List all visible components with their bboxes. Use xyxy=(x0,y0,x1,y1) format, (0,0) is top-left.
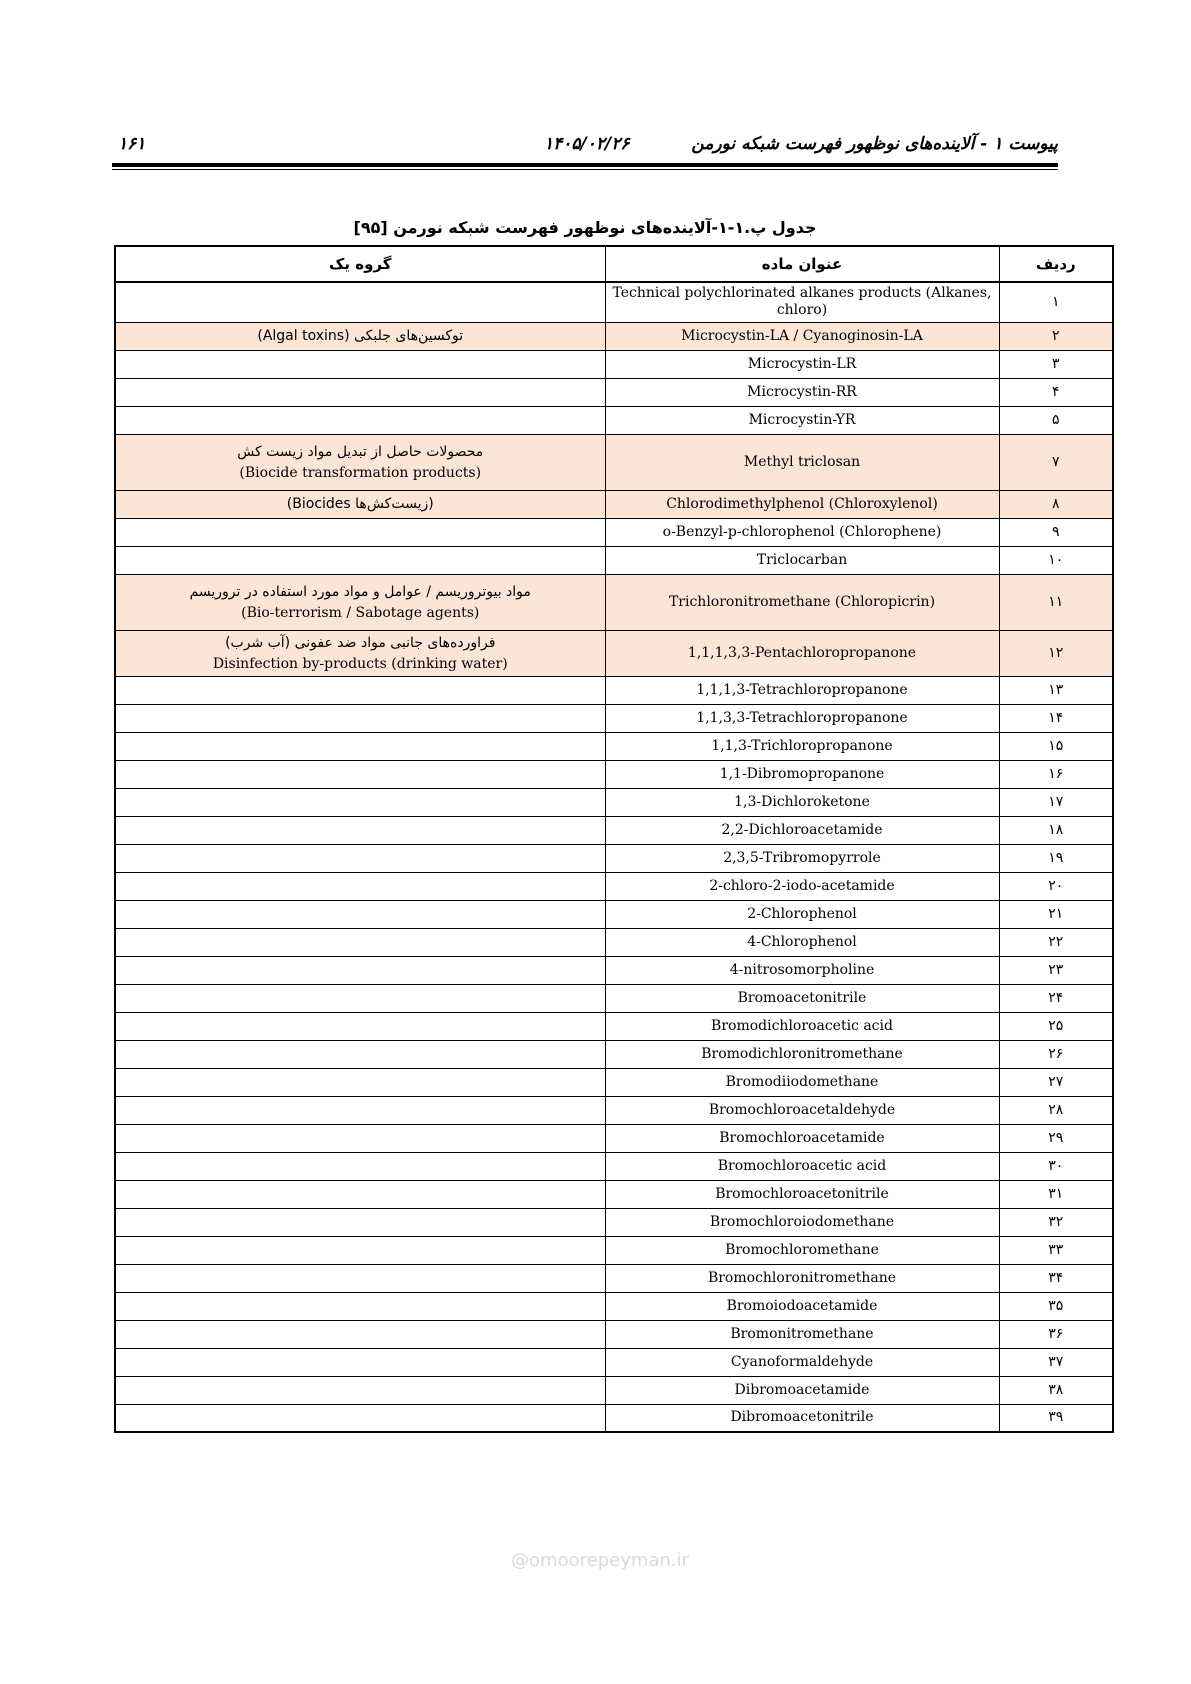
cell-group xyxy=(115,732,605,760)
table-row xyxy=(115,760,1113,788)
cell-row-number: ۳۷ xyxy=(999,1348,1113,1376)
cell-substance-name: 2,2-Dichloroacetamide xyxy=(605,816,999,844)
cell-group xyxy=(115,1292,605,1320)
cell-row-number: ۲۱ xyxy=(999,900,1113,928)
cell-substance-name: Dibromoacetonitrile xyxy=(605,1404,999,1432)
cell-group xyxy=(115,574,605,630)
table-row xyxy=(115,1292,1113,1320)
cell-substance-name: 1,1,3-Trichloropropanone xyxy=(605,732,999,760)
table-row xyxy=(115,1348,1113,1376)
cell-group xyxy=(115,928,605,956)
cell-group xyxy=(115,322,605,350)
cell-substance-name: Bromochloroacetic acid xyxy=(605,1152,999,1180)
cell-row-number: ۳۲ xyxy=(999,1208,1113,1236)
cell-row-number: ۱۹ xyxy=(999,844,1113,872)
table-row xyxy=(115,1040,1113,1068)
group-label-en: (Biocide transformation products) xyxy=(239,465,482,481)
cell-group xyxy=(115,630,605,676)
cell-substance-name: Microcystin-LA / Cyanoginosin-LA xyxy=(605,322,999,350)
table-row xyxy=(115,546,1113,574)
table-row xyxy=(115,1404,1113,1432)
cell-group xyxy=(115,434,605,490)
cell-group xyxy=(115,1180,605,1208)
cell-group xyxy=(115,900,605,928)
cell-substance-name: 2-Chlorophenol xyxy=(605,900,999,928)
cell-row-number: ۱۷ xyxy=(999,788,1113,816)
cell-row-number: ۳ xyxy=(999,350,1113,378)
cell-group xyxy=(115,1124,605,1152)
cell-group xyxy=(115,1320,605,1348)
group-label-en: (Bio-terrorism / Sabotage agents) xyxy=(241,605,480,621)
cell-row-number: ۵ xyxy=(999,406,1113,434)
cell-group xyxy=(115,406,605,434)
cell-group xyxy=(115,872,605,900)
cell-row-number: ۳۴ xyxy=(999,1264,1113,1292)
table-row xyxy=(115,788,1113,816)
header-group: گروه یک xyxy=(115,246,605,282)
cell-row-number: ۱۰ xyxy=(999,546,1113,574)
group-label-fa: (زیست‌کش‌ها Biocides) xyxy=(286,496,434,512)
cell-substance-name: Microcystin-RR xyxy=(605,378,999,406)
cell-group xyxy=(115,984,605,1012)
cell-row-number: ۱۴ xyxy=(999,704,1113,732)
group-label-en: Disinfection by-products (drinking water) xyxy=(212,656,508,672)
watermark: @omoorepeyman.ir xyxy=(511,1550,689,1571)
cell-row-number: ۸ xyxy=(999,490,1113,518)
cell-group xyxy=(115,788,605,816)
cell-substance-name: 4-Chlorophenol xyxy=(605,928,999,956)
cell-row-number: ۱۵ xyxy=(999,732,1113,760)
cell-row-number: ۲۸ xyxy=(999,1096,1113,1124)
cell-row-number: ۲۹ xyxy=(999,1124,1113,1152)
cell-substance-name: Bromonitromethane xyxy=(605,1320,999,1348)
cell-substance-name: 2-chloro-2-iodo-acetamide xyxy=(605,872,999,900)
table-row xyxy=(115,928,1113,956)
cell-row-number: ۱۳ xyxy=(999,676,1113,704)
cell-row-number: ۳۱ xyxy=(999,1180,1113,1208)
cell-substance-name: Technical polychlorinated alkanes products (Alkanes, chloro) xyxy=(605,282,999,322)
cell-row-number: ۲۶ xyxy=(999,1040,1113,1068)
cell-substance-name: Trichloronitromethane (Chloropicrin) xyxy=(605,574,999,630)
table-row xyxy=(115,282,1113,322)
cell-group xyxy=(115,844,605,872)
cell-substance-name: Bromoacetonitrile xyxy=(605,984,999,1012)
page-number: ۱۶۱ xyxy=(118,134,146,154)
table-row xyxy=(115,676,1113,704)
contaminants-table xyxy=(114,245,1114,1433)
group-label-fa: توکسین‌های جلبکی (Algal toxins) xyxy=(257,328,464,344)
cell-substance-name: Bromodiiodomethane xyxy=(605,1068,999,1096)
cell-row-number: ۱۶ xyxy=(999,760,1113,788)
table-row xyxy=(115,956,1113,984)
cell-group xyxy=(115,1264,605,1292)
table-row xyxy=(115,984,1113,1012)
cell-substance-name: Dibromoacetamide xyxy=(605,1376,999,1404)
cell-group xyxy=(115,956,605,984)
cell-row-number: ۲۲ xyxy=(999,928,1113,956)
cell-row-number: ۴ xyxy=(999,378,1113,406)
table-row xyxy=(115,1376,1113,1404)
cell-substance-name: Chlorodimethylphenol (Chloroxylenol) xyxy=(605,490,999,518)
cell-group xyxy=(115,1404,605,1432)
cell-group xyxy=(115,676,605,704)
table-row xyxy=(115,322,1113,350)
cell-group xyxy=(115,1208,605,1236)
cell-row-number: ۳۶ xyxy=(999,1320,1113,1348)
cell-group xyxy=(115,518,605,546)
table-row xyxy=(115,1208,1113,1236)
cell-row-number: ۷ xyxy=(999,434,1113,490)
cell-substance-name: Methyl triclosan xyxy=(605,434,999,490)
table-row xyxy=(115,816,1113,844)
cell-row-number: ۳۳ xyxy=(999,1236,1113,1264)
cell-group xyxy=(115,1096,605,1124)
cell-group xyxy=(115,760,605,788)
cell-group xyxy=(115,1040,605,1068)
cell-group xyxy=(115,1236,605,1264)
cell-group xyxy=(115,1376,605,1404)
cell-substance-name: o-Benzyl-p-chlorophenol (Chlorophene) xyxy=(605,518,999,546)
cell-row-number: ۲ xyxy=(999,322,1113,350)
cell-group xyxy=(115,816,605,844)
header-radif: ردیف xyxy=(999,246,1113,282)
cell-substance-name: 1,3-Dichloroketone xyxy=(605,788,999,816)
cell-substance-name: Bromodichloronitromethane xyxy=(605,1040,999,1068)
cell-substance-name: 1,1,1,3,3-Pentachloropropanone xyxy=(605,630,999,676)
cell-substance-name: Microcystin-YR xyxy=(605,406,999,434)
cell-substance-name: 4-nitrosomorpholine xyxy=(605,956,999,984)
cell-row-number: ۲۴ xyxy=(999,984,1113,1012)
table-row xyxy=(115,378,1113,406)
cell-row-number: ۲۷ xyxy=(999,1068,1113,1096)
cell-substance-name: Bromodichloroacetic acid xyxy=(605,1012,999,1040)
cell-substance-name: Bromochloronitromethane xyxy=(605,1264,999,1292)
header-date: ۱۴۰۵/۰۲/۲۶ xyxy=(544,134,630,154)
cell-group xyxy=(115,378,605,406)
cell-group xyxy=(115,1348,605,1376)
cell-row-number: ۳۸ xyxy=(999,1376,1113,1404)
table-row xyxy=(115,1320,1113,1348)
table-row xyxy=(115,1180,1113,1208)
cell-substance-name: Bromochloromethane xyxy=(605,1236,999,1264)
table-row xyxy=(115,1236,1113,1264)
cell-group xyxy=(115,350,605,378)
cell-substance-name: 2,3,5-Tribromopyrrole xyxy=(605,844,999,872)
header-rule-thin xyxy=(112,169,1058,170)
table-row xyxy=(115,1096,1113,1124)
table-row xyxy=(115,518,1113,546)
table-body xyxy=(115,282,1113,1432)
table-row xyxy=(115,704,1113,732)
table-row xyxy=(115,872,1113,900)
cell-row-number: ۲۳ xyxy=(999,956,1113,984)
cell-substance-name: Cyanoformaldehyde xyxy=(605,1348,999,1376)
table-row xyxy=(115,1152,1113,1180)
table-row xyxy=(115,900,1113,928)
table-row xyxy=(115,574,1113,630)
table-row xyxy=(115,1124,1113,1152)
cell-row-number: ۳۹ xyxy=(999,1404,1113,1432)
page-header xyxy=(112,128,1058,164)
cell-substance-name: Bromoiodoacetamide xyxy=(605,1292,999,1320)
cell-substance-name: 1,1,3,3-Tetrachloropropanone xyxy=(605,704,999,732)
table-row xyxy=(115,1264,1113,1292)
table-header-row xyxy=(115,246,1113,282)
header-rule-thick xyxy=(112,163,1058,167)
cell-group xyxy=(115,1152,605,1180)
cell-group xyxy=(115,1012,605,1040)
cell-group xyxy=(115,1068,605,1096)
cell-group xyxy=(115,546,605,574)
cell-row-number: ۲۰ xyxy=(999,872,1113,900)
header-title-col: عنوان ماده xyxy=(605,246,999,282)
table-row xyxy=(115,630,1113,676)
group-label-fa: محصولات حاصل از تبدیل مواد زیست کش xyxy=(237,444,484,460)
cell-row-number: ۱ xyxy=(999,282,1113,322)
cell-row-number: ۱۲ xyxy=(999,630,1113,676)
cell-substance-name: Microcystin-LR xyxy=(605,350,999,378)
cell-row-number: ۲۵ xyxy=(999,1012,1113,1040)
cell-substance-name: 1,1-Dibromopropanone xyxy=(605,760,999,788)
cell-substance-name: Bromochloroiodomethane xyxy=(605,1208,999,1236)
cell-row-number: ۳۰ xyxy=(999,1152,1113,1180)
table-row xyxy=(115,490,1113,518)
cell-row-number: ۱۸ xyxy=(999,816,1113,844)
cell-row-number: ۳۵ xyxy=(999,1292,1113,1320)
cell-row-number: ۱۱ xyxy=(999,574,1113,630)
table-row xyxy=(115,406,1113,434)
table-row xyxy=(115,350,1113,378)
group-label-fa: فراورده‌های جانبی مواد ضد عفونی (آب شرب) xyxy=(225,635,496,651)
cell-group xyxy=(115,282,605,322)
table-row xyxy=(115,1068,1113,1096)
table-row xyxy=(115,844,1113,872)
cell-row-number: ۹ xyxy=(999,518,1113,546)
table-row xyxy=(115,732,1113,760)
table-caption: جدول پ.۱-۱-آلاینده‌های نوظهور فهرست شبکه نورمن [۹۵] xyxy=(353,218,817,237)
cell-substance-name: Bromochloroacetamide xyxy=(605,1124,999,1152)
table-row xyxy=(115,1012,1113,1040)
group-label-fa: مواد بیوتروریسم / عوامل و مواد مورد استفاده در تروریسم xyxy=(189,584,531,600)
cell-group xyxy=(115,704,605,732)
table-row xyxy=(115,434,1113,490)
cell-substance-name: Bromochloroacetonitrile xyxy=(605,1180,999,1208)
cell-substance-name: 1,1,1,3-Tetrachloropropanone xyxy=(605,676,999,704)
cell-group xyxy=(115,490,605,518)
cell-substance-name: Bromochloroacetaldehyde xyxy=(605,1096,999,1124)
cell-substance-name: Triclocarban xyxy=(605,546,999,574)
header-title: پیوست ۱ - آلاینده‌های نوظهور فهرست شبکه نورمن xyxy=(691,134,1058,154)
